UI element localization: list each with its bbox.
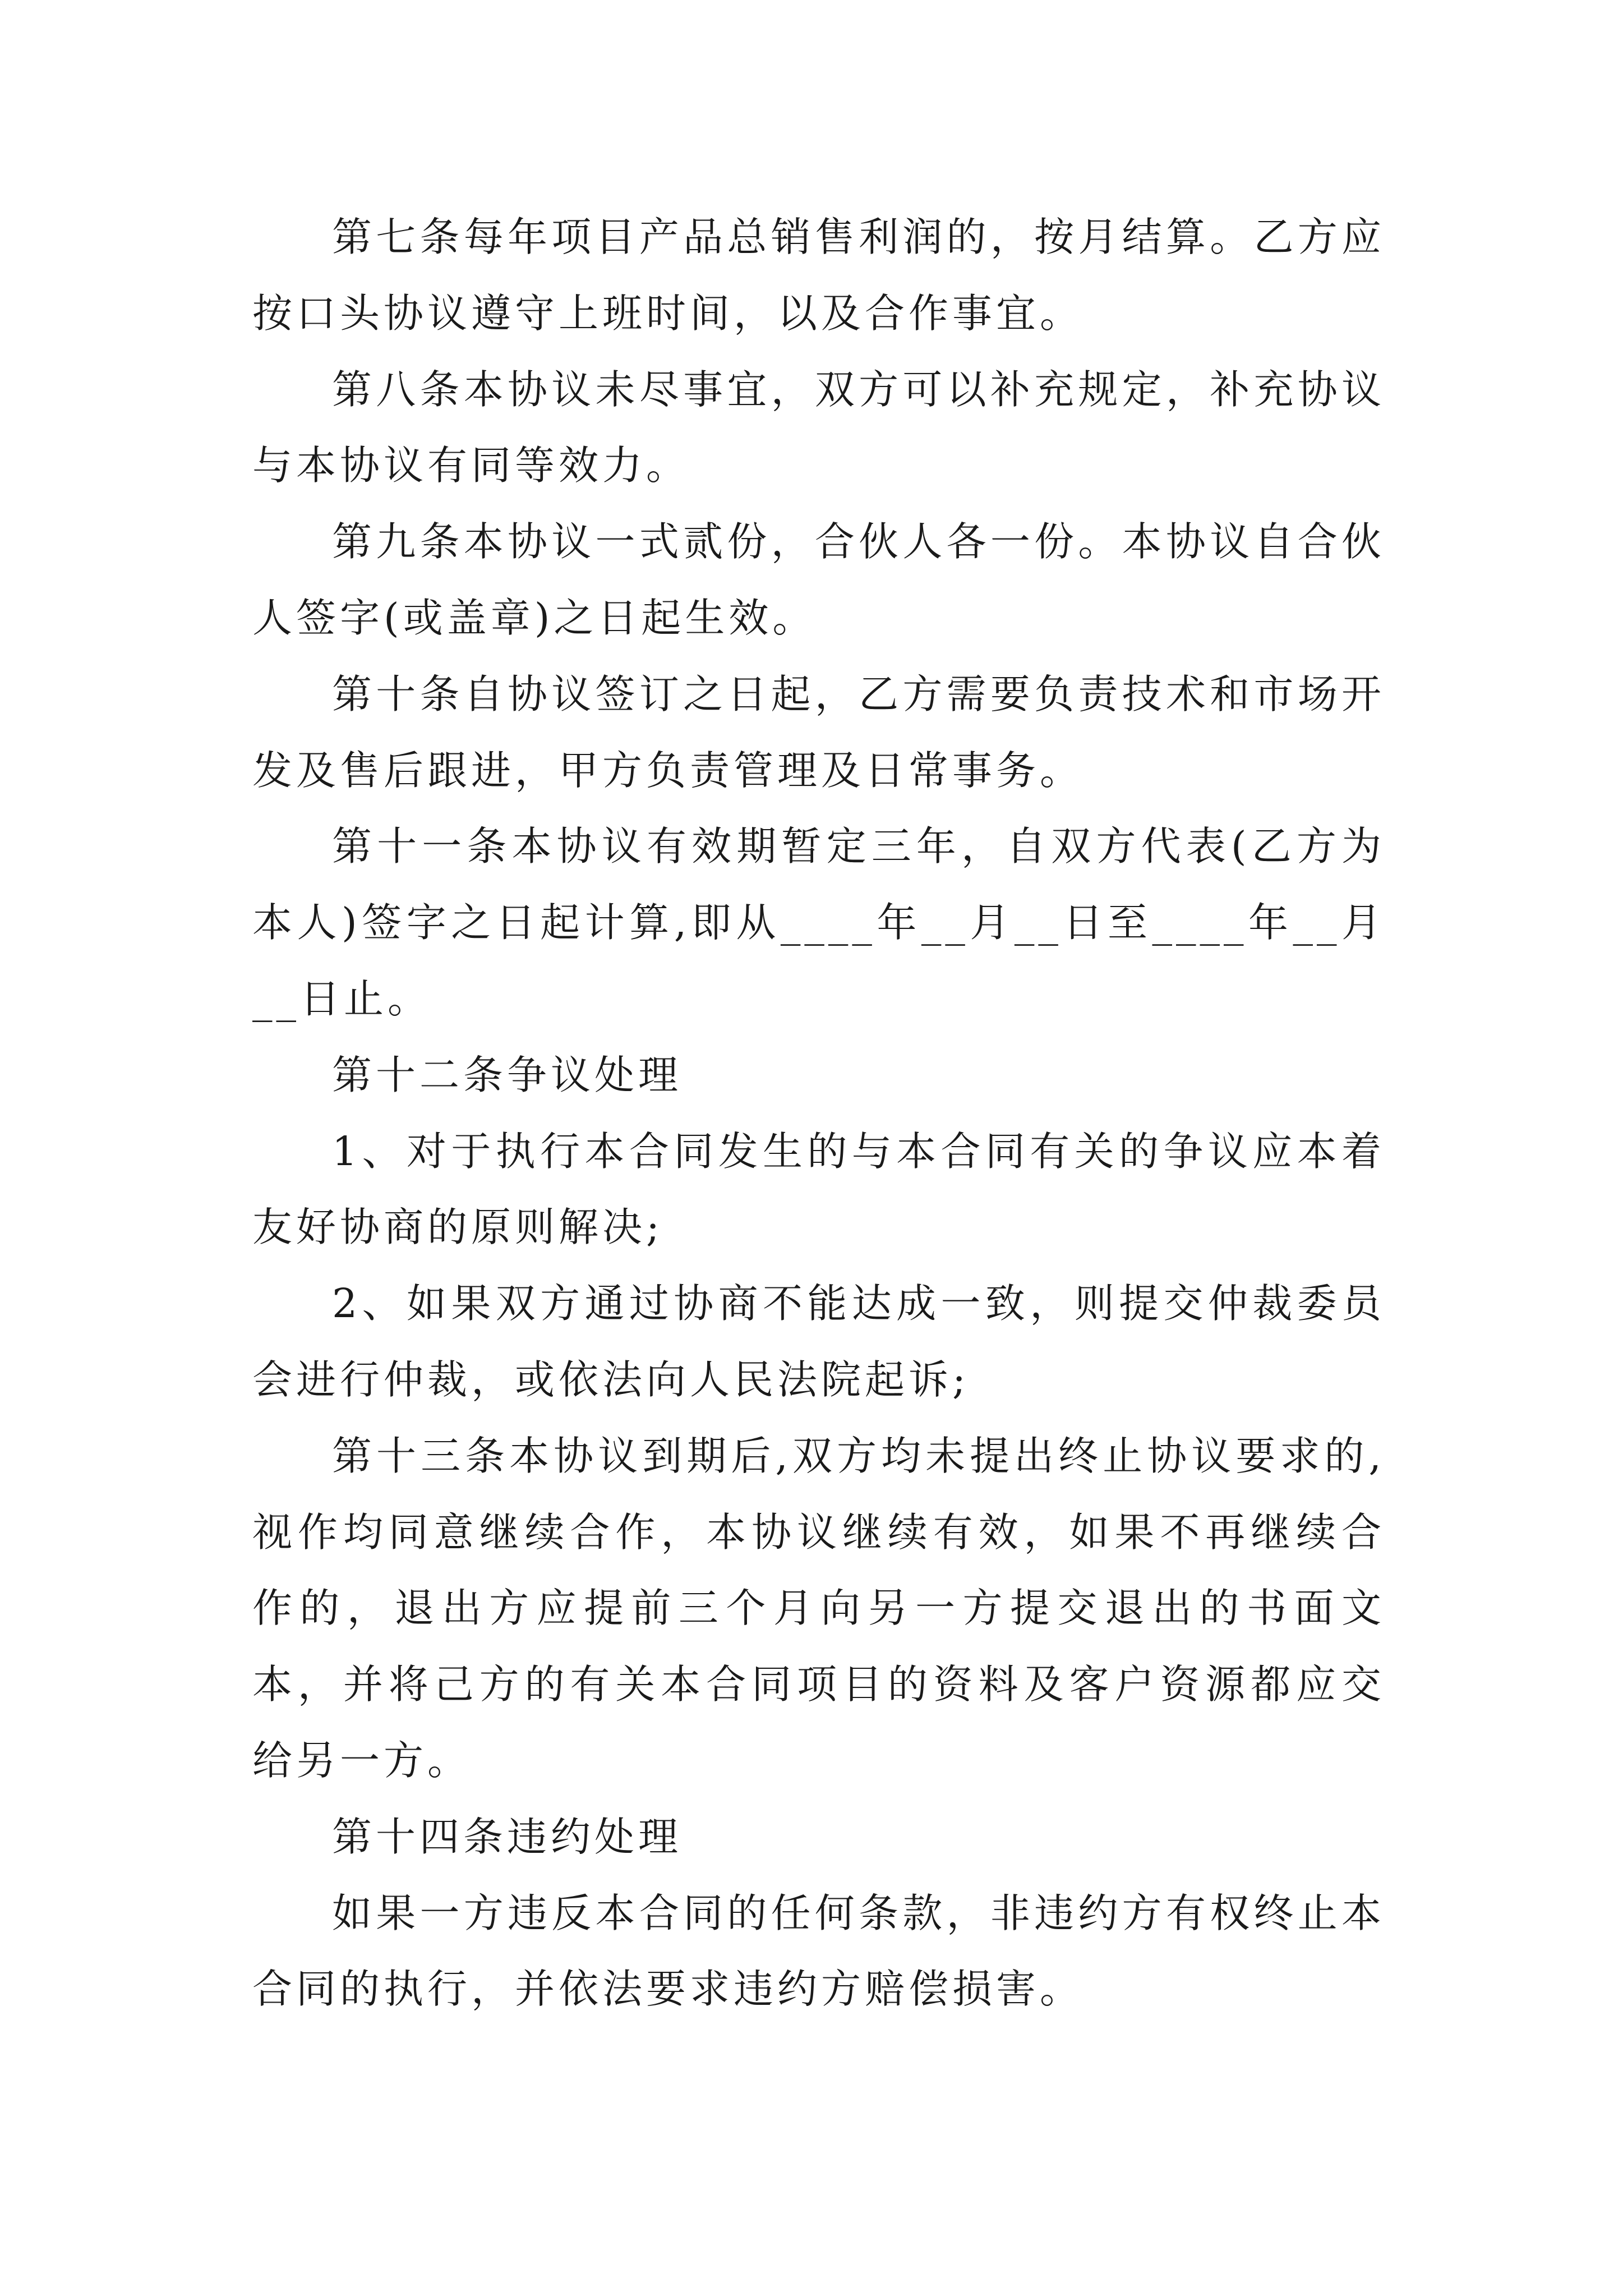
clause-9: 第九条本协议一式贰份，合伙人各一份。本协议自合伙人签字(或盖章)之日起生效。: [252, 518, 1385, 641]
clause-14-heading: 第十四条违约处理: [332, 1813, 683, 1860]
clause-10: 第十条自协议签订之日起，乙方需要负责技术和市场开发及售后跟进，甲方负责管理及日常事务。: [252, 670, 1385, 794]
clause-12-item-1: 1、对于执行本合同发生的与本合同有关的争议应本着友好协商的原则解决;: [252, 1128, 1385, 1251]
clause-8: 第八条本协议未尽事宜，双方可以补充规定，补充协议与本协议有同等效力。: [252, 366, 1385, 489]
clause-12-heading: 第十二条争议处理: [332, 1051, 683, 1098]
clause-14-body: 如果一方违反本合同的任何条款，非违约方有权终止本合同的执行，并依法要求违约方赔偿损害。: [252, 1889, 1385, 2013]
clause-11: 第十一条本协议有效期暂定三年，自双方代表(乙方为本人)签字之日起计算,即从____年__月__日至____年__月__日止。: [252, 823, 1385, 1022]
clause-7: 第七条每年项目产品总销售利润的，按月结算。乙方应按口头协议遵守上班时间，以及合作事宜。: [252, 214, 1385, 337]
clause-12-item-2: 2、如果双方通过协商不能达成一致，则提交仲裁委员会进行仲裁，或依法向人民法院起诉;: [252, 1280, 1385, 1403]
clause-13: 第十三条本协议到期后,双方均未提出终止协议要求的,视作均同意继续合作，本协议继续有效，如果不再继续合作的，退出方应提前三个月向另一方提交退出的书面文本，并将己方的有关本合同项目的资料及客户资源都应交给另一方。: [252, 1432, 1385, 1784]
document-page: [252, 199, 1385, 2027]
